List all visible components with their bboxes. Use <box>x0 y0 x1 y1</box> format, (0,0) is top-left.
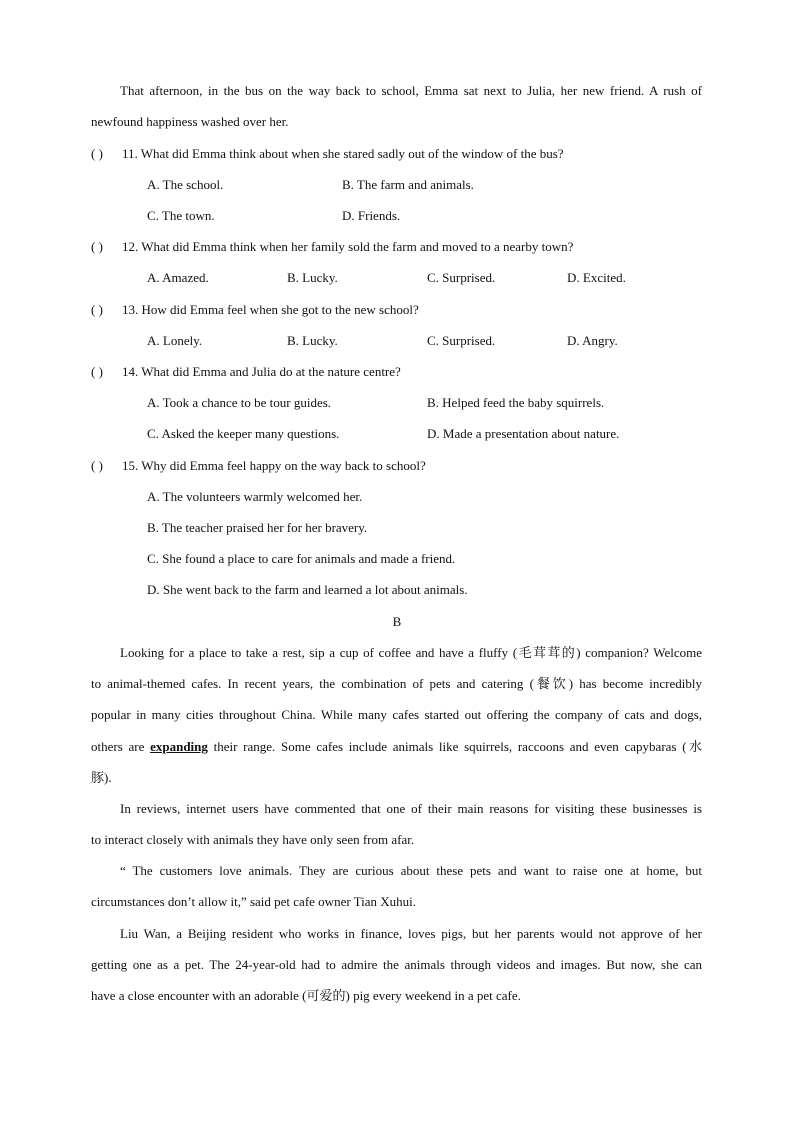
section-heading: B <box>392 614 402 629</box>
answer-blank[interactable]: ( ) <box>91 458 103 473</box>
option-a[interactable]: A. Took a chance to be tour guides. <box>147 395 332 410</box>
passage-line: circumstances don’t allow it,” said pet cafe owner Tian Xuhui. <box>91 894 417 909</box>
passage-line: newfound happiness washed over her. <box>91 114 289 129</box>
passage-line: getting one as a pet. The 24-year-old had to admire the animals through videos and images. But now, she can <box>91 957 702 972</box>
answer-blank[interactable]: ( ) <box>91 239 103 254</box>
question-12-stem: 12. What did Emma think when her family sold the farm and moved to a nearby town? <box>122 239 574 254</box>
option-c[interactable]: C. Surprised. <box>427 270 496 285</box>
option-b[interactable]: B. The farm and animals. <box>342 177 474 192</box>
answer-blank[interactable]: ( ) <box>91 302 103 317</box>
option-a[interactable]: A. The volunteers warmly welcomed her. <box>147 489 363 504</box>
option-c[interactable]: C. She found a place to care for animals and made a friend. <box>147 551 456 566</box>
option-b[interactable]: B. Lucky. <box>287 270 338 285</box>
passage-line: to interact closely with animals they have only seen from afar. <box>91 832 415 847</box>
passage-line <box>91 739 702 755</box>
passage-line: to animal-themed cafes. In recent years, the combination of pets and catering (餐饮) has become incredibly <box>91 676 702 691</box>
answer-blank[interactable]: ( ) <box>91 364 103 379</box>
question-15-stem: 15. Why did Emma feel happy on the way back to school? <box>122 458 426 473</box>
option-c[interactable]: C. The town. <box>147 208 215 223</box>
passage-line: popular in many cities throughout China. While many cafes started out offering the company of cats and dogs, <box>91 707 702 722</box>
option-b[interactable]: B. Lucky. <box>287 333 338 348</box>
option-d[interactable]: D. Excited. <box>567 270 626 285</box>
text-segment: others are <box>91 739 151 754</box>
passage-line: That afternoon, in the bus on the way back to school, Emma sat next to Julia, her new friend. A rush of <box>120 83 702 98</box>
passage-line: Liu Wan, a Beijing resident who works in finance, loves pigs, but her parents would not approve of her <box>120 926 702 941</box>
passage-line: In reviews, internet users have commented that one of their main reasons for visiting these businesses is <box>120 801 702 816</box>
keyword-expanding: expanding <box>150 739 208 754</box>
option-d[interactable]: D. Angry. <box>567 333 618 348</box>
question-14-stem: 14. What did Emma and Julia do at the nature centre? <box>122 364 401 379</box>
passage-line: 豚). <box>91 770 112 785</box>
passage-line: Looking for a place to take a rest, sip a cup of coffee and have a fluffy (毛茸茸的) companion? Welcome <box>120 645 702 660</box>
passage-line: have a close encounter with an adorable (可爱的) pig every weekend in a pet cafe. <box>91 988 521 1003</box>
option-a[interactable]: A. The school. <box>147 177 224 192</box>
option-d[interactable]: D. She went back to the farm and learned a lot about animals. <box>147 582 468 597</box>
answer-blank[interactable]: ( ) <box>91 146 103 161</box>
option-b[interactable]: B. The teacher praised her for her bravery. <box>147 520 368 535</box>
text-segment: their range. Some cafes include animals like squirrels, raccoons and even capybaras (水 <box>207 739 703 754</box>
option-b[interactable]: B. Helped feed the baby squirrels. <box>427 395 605 410</box>
question-11-stem: 11. What did Emma think about when she stared sadly out of the window of the bus? <box>122 146 564 161</box>
passage-line: “ The customers love animals. They are curious about these pets and want to raise one at home, but <box>120 863 702 878</box>
question-13-stem: 13. How did Emma feel when she got to the new school? <box>122 302 419 317</box>
option-c[interactable]: C. Surprised. <box>427 333 496 348</box>
option-d[interactable]: D. Made a presentation about nature. <box>427 426 620 441</box>
option-a[interactable]: A. Amazed. <box>147 270 209 285</box>
option-d[interactable]: D. Friends. <box>342 208 401 223</box>
option-c[interactable]: C. Asked the keeper many questions. <box>147 426 340 441</box>
option-a[interactable]: A. Lonely. <box>147 333 203 348</box>
